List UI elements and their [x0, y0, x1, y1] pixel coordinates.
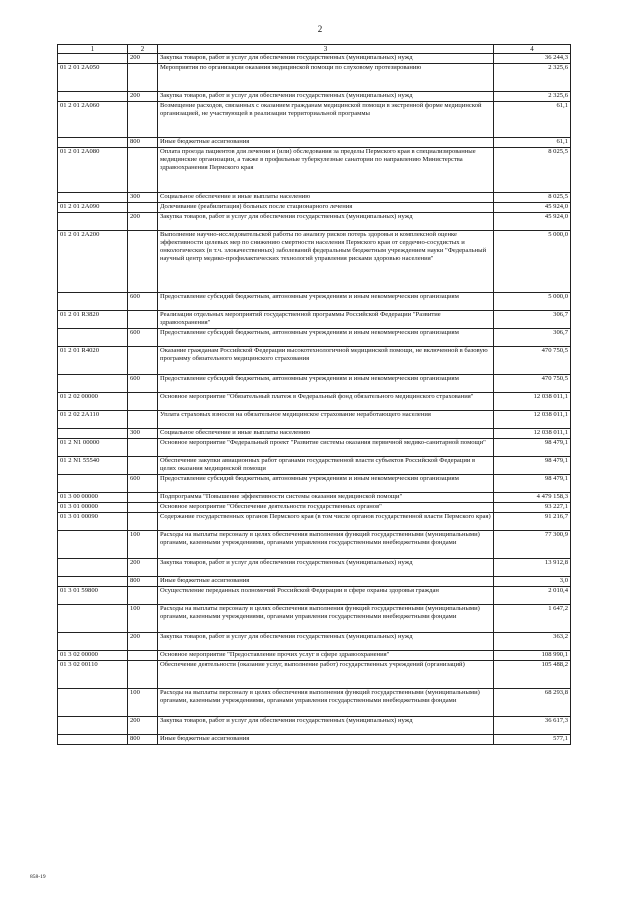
code-cell: 01 2 01 2А080 — [58, 148, 128, 193]
amount-cell: 1 647,2 — [494, 605, 571, 633]
expense-type-cell: 100 — [128, 689, 158, 717]
amount-cell: 108 990,1 — [494, 651, 571, 661]
expense-type-cell: 600 — [128, 293, 158, 311]
table-row — [58, 633, 571, 651]
expense-type-cell: 300 — [128, 429, 158, 439]
item-name-cell: Предоставление субсидий бюджетным, автономным учреждениям и иным некоммерческим организациям — [158, 375, 494, 393]
expense-type-cell: 100 — [128, 531, 158, 559]
table-row — [58, 439, 571, 457]
item-name-cell: Уплата страховых взносов на обязательное медицинское страхование неработающего населения — [158, 411, 494, 429]
code-cell — [58, 531, 128, 559]
code-cell — [58, 605, 128, 633]
expense-type-cell — [128, 493, 158, 503]
amount-cell: 61,1 — [494, 138, 571, 148]
item-name-cell: Основное мероприятие "Обязательный платеж в Федеральный фонд обязательного медицинского страхования" — [158, 393, 494, 411]
amount-cell: 4 479 158,3 — [494, 493, 571, 503]
item-name-cell: Закупка товаров, работ и услуг для обеспечения государственных (муниципальных) нужд — [158, 717, 494, 735]
table-row — [58, 531, 571, 559]
amount-cell: 306,7 — [494, 311, 571, 329]
code-cell: 01 3 00 00000 — [58, 493, 128, 503]
item-name-cell: Осуществление переданных полномочий Российской Федерации в сфере охраны здоровья граждан — [158, 587, 494, 605]
item-name-cell: Закупка товаров, работ и услуг для обеспечения государственных (муниципальных) нужд — [158, 213, 494, 231]
item-name-cell: Расходы на выплаты персоналу в целях обеспечения выполнения функций государственными (муниципальными) органами, казенными учреждениями, органами управления государственными внебюджетными фондами — [158, 605, 494, 633]
item-name-cell: Иные бюджетные ассигнования — [158, 138, 494, 148]
item-name-cell: Закупка товаров, работ и услуг для обеспечения государственных (муниципальных) нужд — [158, 92, 494, 102]
amount-cell: 61,1 — [494, 102, 571, 138]
expense-type-cell — [128, 311, 158, 329]
table-row — [58, 513, 571, 531]
amount-cell: 577,1 — [494, 735, 571, 745]
amount-cell: 98 479,1 — [494, 439, 571, 457]
item-name-cell: Расходы на выплаты персоналу в целях обеспечения выполнения функций государственными (муниципальными) органами, казенными учреждениями, органами управления государственными внебюджетными фондами — [158, 531, 494, 559]
table-row — [58, 587, 571, 605]
header-cell: 3 — [158, 45, 494, 54]
code-cell — [58, 293, 128, 311]
expense-type-cell — [128, 347, 158, 375]
table-row — [58, 651, 571, 661]
table-row — [58, 457, 571, 475]
code-cell — [58, 375, 128, 393]
code-cell: 01 2 01 R3820 — [58, 311, 128, 329]
table-row — [58, 475, 571, 493]
item-name-cell: Закупка товаров, работ и услуг для обеспечения государственных (муниципальных) нужд — [158, 633, 494, 651]
header-cell: 1 — [58, 45, 128, 54]
table-row — [58, 102, 571, 138]
amount-cell: 13 912,8 — [494, 559, 571, 577]
table-row — [58, 92, 571, 102]
code-cell — [58, 475, 128, 493]
table-row — [58, 605, 571, 633]
code-cell — [58, 577, 128, 587]
item-name-cell: Закупка товаров, работ и услуг для обеспечения государственных (муниципальных) нужд — [158, 54, 494, 64]
amount-cell: 8 025,5 — [494, 148, 571, 193]
item-name-cell: Обеспечение деятельности (оказание услуг, выполнение работ) государственных учреждений (организаций) — [158, 661, 494, 689]
item-name-cell: Реализация отдельных мероприятий государственной программы Российской Федерации "Развитие здравоохранения" — [158, 311, 494, 329]
item-name-cell: Оказание гражданам Российской Федерации высокотехнологичной медицинской помощи, не включенной в базовую программу обязательного медицинского страхования — [158, 347, 494, 375]
table-row — [58, 203, 571, 213]
header-cell: 4 — [494, 45, 571, 54]
expense-type-cell: 200 — [128, 54, 158, 64]
item-name-cell: Выполнение научно-исследовательской работы по анализу рисков потерь здоровья и комплексной оценке эффективности целевых мер по снижению смертности населения Пермского края от сердечно-сосудистых и онкологических (в т.ч. злокачественных) заболеваний федеральным бюджетным учреждением науки "Федеральный научный центр медико-профилактических технологий управления рисками здоровью населения" — [158, 231, 494, 293]
amount-cell: 5 000,0 — [494, 293, 571, 311]
item-name-cell: Подпрограмма "Повышение эффективности системы оказания медицинской помощи" — [158, 493, 494, 503]
page-number: 2 — [317, 24, 323, 34]
amount-cell: 12 038 011,1 — [494, 411, 571, 429]
item-name-cell: Закупка товаров, работ и услуг для обеспечения государственных (муниципальных) нужд — [158, 559, 494, 577]
table-row — [58, 193, 571, 203]
code-cell: 01 2 01 R4020 — [58, 347, 128, 375]
expense-type-cell: 300 — [128, 193, 158, 203]
table-row — [58, 213, 571, 231]
expense-type-cell: 200 — [128, 559, 158, 577]
footer-code: 858-19 — [30, 874, 46, 880]
expense-type-cell: 600 — [128, 375, 158, 393]
code-cell: 01 2 01 2А050 — [58, 64, 128, 92]
item-name-cell: Иные бюджетные ассигнования — [158, 577, 494, 587]
amount-cell: 2 010,4 — [494, 587, 571, 605]
table-row — [58, 293, 571, 311]
code-cell: 01 2 02 2А110 — [58, 411, 128, 429]
amount-cell: 470 750,5 — [494, 347, 571, 375]
item-name-cell: Расходы на выплаты персоналу в целях обеспечения выполнения функций государственными (муниципальными) органами, казенными учреждениями, органами управления государственными внебюджетными фондами — [158, 689, 494, 717]
expense-type-cell — [128, 148, 158, 193]
table-row — [58, 689, 571, 717]
amount-cell: 91 216,7 — [494, 513, 571, 531]
table-row — [58, 64, 571, 92]
table-row — [58, 375, 571, 393]
header-row — [58, 45, 571, 54]
table-row — [58, 54, 571, 64]
table-row — [58, 577, 571, 587]
expense-type-cell — [128, 661, 158, 689]
code-cell: 01 2 02 00000 — [58, 393, 128, 411]
code-cell — [58, 92, 128, 102]
item-name-cell: Мероприятия по организации оказания медицинской помощи по слуховому протезированию — [158, 64, 494, 92]
amount-cell: 12 038 011,1 — [494, 393, 571, 411]
table-row — [58, 347, 571, 375]
item-name-cell: Предоставление субсидий бюджетным, автономным учреждениям и иным некоммерческим организациям — [158, 475, 494, 493]
item-name-cell: Основное мероприятие "Федеральный проект "Развитие системы оказания первичной медико-санитарной помощи" — [158, 439, 494, 457]
expense-type-cell — [128, 393, 158, 411]
table-row — [58, 393, 571, 411]
code-cell: 01 3 01 59800 — [58, 587, 128, 605]
expense-type-cell — [128, 439, 158, 457]
code-cell — [58, 138, 128, 148]
amount-cell: 68 293,8 — [494, 689, 571, 717]
amount-cell: 5 000,0 — [494, 231, 571, 293]
expense-type-cell: 200 — [128, 717, 158, 735]
item-name-cell: Основное мероприятие "Предоставление прочих услуг в сфере здравоохранения" — [158, 651, 494, 661]
amount-cell: 8 025,5 — [494, 193, 571, 203]
table-row — [58, 329, 571, 347]
code-cell — [58, 559, 128, 577]
expense-type-cell: 600 — [128, 329, 158, 347]
table-row — [58, 231, 571, 293]
header-cell: 2 — [128, 45, 158, 54]
amount-cell: 45 924,0 — [494, 213, 571, 231]
table-row — [58, 311, 571, 329]
expense-type-cell: 200 — [128, 213, 158, 231]
amount-cell: 45 924,0 — [494, 203, 571, 213]
expense-type-cell: 100 — [128, 605, 158, 633]
code-cell: 01 2 N1 00000 — [58, 439, 128, 457]
expense-type-cell — [128, 651, 158, 661]
code-cell — [58, 717, 128, 735]
table-row — [58, 429, 571, 439]
amount-cell: 306,7 — [494, 329, 571, 347]
item-name-cell: Социальное обеспечение и иные выплаты населению — [158, 429, 494, 439]
expense-type-cell — [128, 203, 158, 213]
amount-cell: 93 227,1 — [494, 503, 571, 513]
table-row — [58, 717, 571, 735]
item-name-cell: Основное мероприятие "Обеспечение деятельности государственных органов" — [158, 503, 494, 513]
table-row — [58, 735, 571, 745]
item-name-cell: Содержание государственных органов Пермского края (в том числе органов государственной власти Пермского края) — [158, 513, 494, 531]
expense-type-cell — [128, 64, 158, 92]
item-name-cell: Оплата проезда пациентов для лечения и (или) обследования за пределы Пермского края в специализированные медицинские организации, а также в профильные туберкулезные санатории по направлению Министерства здравоохранения Пермского края — [158, 148, 494, 193]
table-row — [58, 661, 571, 689]
code-cell — [58, 735, 128, 745]
code-cell — [58, 54, 128, 64]
code-cell: 01 3 01 00090 — [58, 513, 128, 531]
table-row — [58, 148, 571, 193]
expense-type-cell: 200 — [128, 92, 158, 102]
amount-cell: 36 244,3 — [494, 54, 571, 64]
code-cell — [58, 633, 128, 651]
code-cell — [58, 213, 128, 231]
expense-type-cell: 800 — [128, 138, 158, 148]
code-cell: 01 3 02 00110 — [58, 661, 128, 689]
expense-type-cell: 800 — [128, 735, 158, 745]
amount-cell: 98 479,1 — [494, 457, 571, 475]
expense-type-cell — [128, 587, 158, 605]
expense-type-cell — [128, 503, 158, 513]
code-cell: 01 2 01 2А200 — [58, 231, 128, 293]
amount-cell: 77 300,9 — [494, 531, 571, 559]
item-name-cell: Возмещение расходов, связанных с оказанием гражданам медицинской помощи в экстренной форме медицинской организацией, не участвующей в реализации территориальной программы — [158, 102, 494, 138]
code-cell — [58, 193, 128, 203]
code-cell: 01 2 N1 55540 — [58, 457, 128, 475]
amount-cell: 470 750,5 — [494, 375, 571, 393]
amount-cell: 3,0 — [494, 577, 571, 587]
amount-cell: 2 325,6 — [494, 92, 571, 102]
expense-type-cell: 600 — [128, 475, 158, 493]
item-name-cell: Обеспечение закупки авиационных работ органами государственной власти субъектов Российской Федерации в целях оказания медицинской помощи — [158, 457, 494, 475]
table-row — [58, 559, 571, 577]
amount-cell: 2 325,6 — [494, 64, 571, 92]
item-name-cell: Социальное обеспечение и иные выплаты населению — [158, 193, 494, 203]
expense-type-cell — [128, 231, 158, 293]
code-cell — [58, 329, 128, 347]
code-cell — [58, 689, 128, 717]
amount-cell: 98 479,1 — [494, 475, 571, 493]
expense-type-cell — [128, 411, 158, 429]
item-name-cell: Долечивание (реабилитация) больных после стационарного лечения — [158, 203, 494, 213]
amount-cell: 105 488,2 — [494, 661, 571, 689]
expense-type-cell — [128, 102, 158, 138]
code-cell — [58, 429, 128, 439]
code-cell: 01 3 02 00000 — [58, 651, 128, 661]
amount-cell: 36 617,3 — [494, 717, 571, 735]
code-cell: 01 2 01 2А060 — [58, 102, 128, 138]
amount-cell: 363,2 — [494, 633, 571, 651]
table-row — [58, 138, 571, 148]
expense-type-cell: 200 — [128, 633, 158, 651]
item-name-cell: Иные бюджетные ассигнования — [158, 735, 494, 745]
item-name-cell: Предоставление субсидий бюджетным, автономным учреждениям и иным некоммерческим организациям — [158, 329, 494, 347]
item-name-cell: Предоставление субсидий бюджетным, автономным учреждениям и иным некоммерческим организациям — [158, 293, 494, 311]
budget-table — [57, 44, 571, 745]
table-row — [58, 411, 571, 429]
expense-type-cell — [128, 513, 158, 531]
table-row — [58, 493, 571, 503]
code-cell: 01 2 01 2А090 — [58, 203, 128, 213]
expense-type-cell — [128, 457, 158, 475]
table-row — [58, 503, 571, 513]
expense-type-cell: 800 — [128, 577, 158, 587]
amount-cell: 12 038 011,1 — [494, 429, 571, 439]
code-cell: 01 3 01 00000 — [58, 503, 128, 513]
